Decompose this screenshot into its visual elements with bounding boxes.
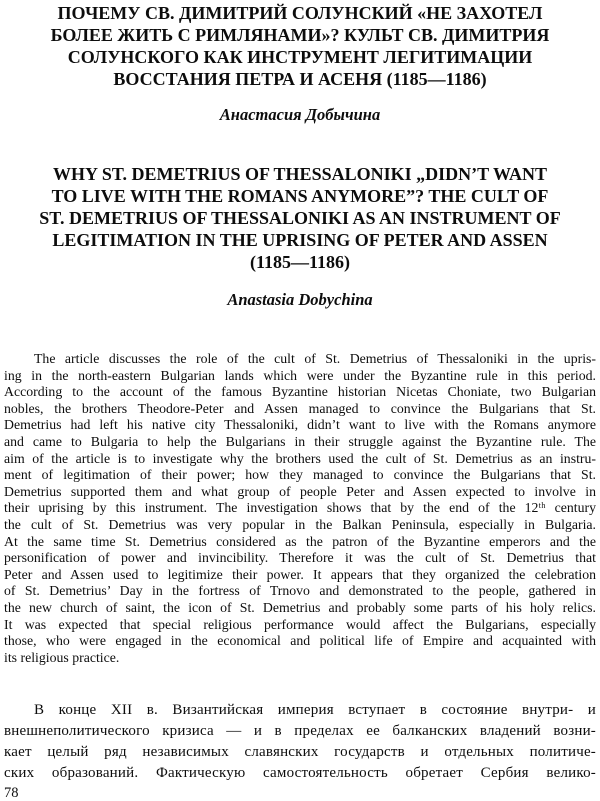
- text-line: Peter and Assen used to legitimize their power. It appears that they organized the celebration: [4, 566, 596, 582]
- text-line: WHY ST. DEMETRIUS OF THESSALONIKI „DIDN’T WANT: [53, 164, 547, 184]
- text-line: At the same time St. Demetrius considered as the patron of the Byzantine emperors and the: [4, 533, 596, 549]
- text-line: (1185—1186): [249, 252, 350, 272]
- text-line: СОЛУНСКОГО КАК ИНСТРУМЕНТ ЛЕГИТИМАЦИИ: [67, 47, 533, 67]
- russian-body-paragraph: [4, 700, 596, 783]
- text-line: ских образований. Фактическую самостоятельность обретает Сербия велико-: [4, 764, 596, 781]
- text-line: TO LIVE WITH THE ROMANS ANYMORE”? THE CULT OF: [51, 186, 549, 206]
- text-line: БОЛЕЕ ЖИТЬ С РИМЛЯНАМИ»? КУЛЬТ СВ. ДИМИТРИЯ: [50, 25, 550, 45]
- text-line: ing in the north-eastern Bulgarian lands which were under the Byzantine rule in this period.: [4, 367, 596, 383]
- title-english: [4, 163, 596, 273]
- text-line: Demetrius supported them and what group of people Peter and Assen expected to involve in: [4, 483, 596, 499]
- page-number: 78: [4, 785, 19, 801]
- text-line: LEGITIMATION IN THE UPRISING OF PETER AND ASSEN: [52, 230, 548, 250]
- text-line: ST. DEMETRIUS OF THESSALONIKI AS AN INSTRUMENT OF: [39, 208, 561, 228]
- text-line: ВОССТАНИЯ ПЕТРА И АСЕНЯ (1185—1186): [113, 69, 487, 89]
- text-line: personification of power and invincibility. Therefore it was the cult of St. Demetrius that: [4, 550, 596, 566]
- text-line: the cult of St. Demetrius was very popular in the Balkan Peninsula, especially in Bulgaria.: [4, 516, 596, 532]
- text-line: and came to Bulgaria to help the Bulgarians in their struggle against the Byzantine rule. The: [4, 433, 596, 449]
- text-line: внешнеполитического кризиса — и в пределах ее балканских владений возни-: [4, 723, 596, 740]
- text-line: It was expected that special religious performance would affect the Bulgarians, especially: [4, 616, 596, 632]
- text-line: ment of legitimation of their power; how they managed to convince the Bulgarians that St.: [4, 467, 596, 483]
- abstract-paragraph: [4, 351, 596, 666]
- author-russian: Анастасия Добычина: [219, 105, 381, 124]
- text-line: Demetrius had left his native city Thessaloniki, didn’t want to live with the Romans anymore: [4, 417, 596, 433]
- text-line: their uprising by this instrument. The investigation shows that by the end of the 12ᵗʰ century: [4, 500, 596, 516]
- text-line: the new church of saint, the icon of St. Demetrius and probably some parts of his holy relics.: [4, 599, 596, 615]
- text-line: nobles, the brothers Theodore-Peter and Assen managed to convince the Bulgarians that St.: [4, 400, 596, 416]
- text-line: According to the account of the famous Byzantine historian Nicetas Choniate, two Bulgarian: [4, 384, 596, 400]
- text-line: its religious practice.: [4, 649, 120, 665]
- text-line: The article discusses the role of the cult of St. Demetrius of Thessaloniki in the upris-: [34, 351, 596, 366]
- text-line: those, who were engaged in the economical and political life of Empire and acquainted with: [4, 633, 596, 649]
- text-line: ПОЧЕМУ СВ. ДИМИТРИЙ СОЛУНСКИЙ «НЕ ЗАХОТЕЛ: [57, 3, 543, 23]
- text-line: of St. Demetrius’ Day in the fortress of Trnovo and demonstrated to the people, gathered in: [4, 583, 596, 599]
- author-english: Anastasia Dobychina: [227, 290, 373, 309]
- text-line: aim of the article is to investigate why the brothers used the cult of St. Demetrius as an instru-: [4, 450, 596, 466]
- text-line: В конце XII в. Византийская империя вступает в состояние внутри- и: [34, 702, 596, 719]
- text-line: кает целый ряд независимых славянских государств и отдельных политиче-: [4, 743, 596, 760]
- title-russian: [4, 2, 596, 90]
